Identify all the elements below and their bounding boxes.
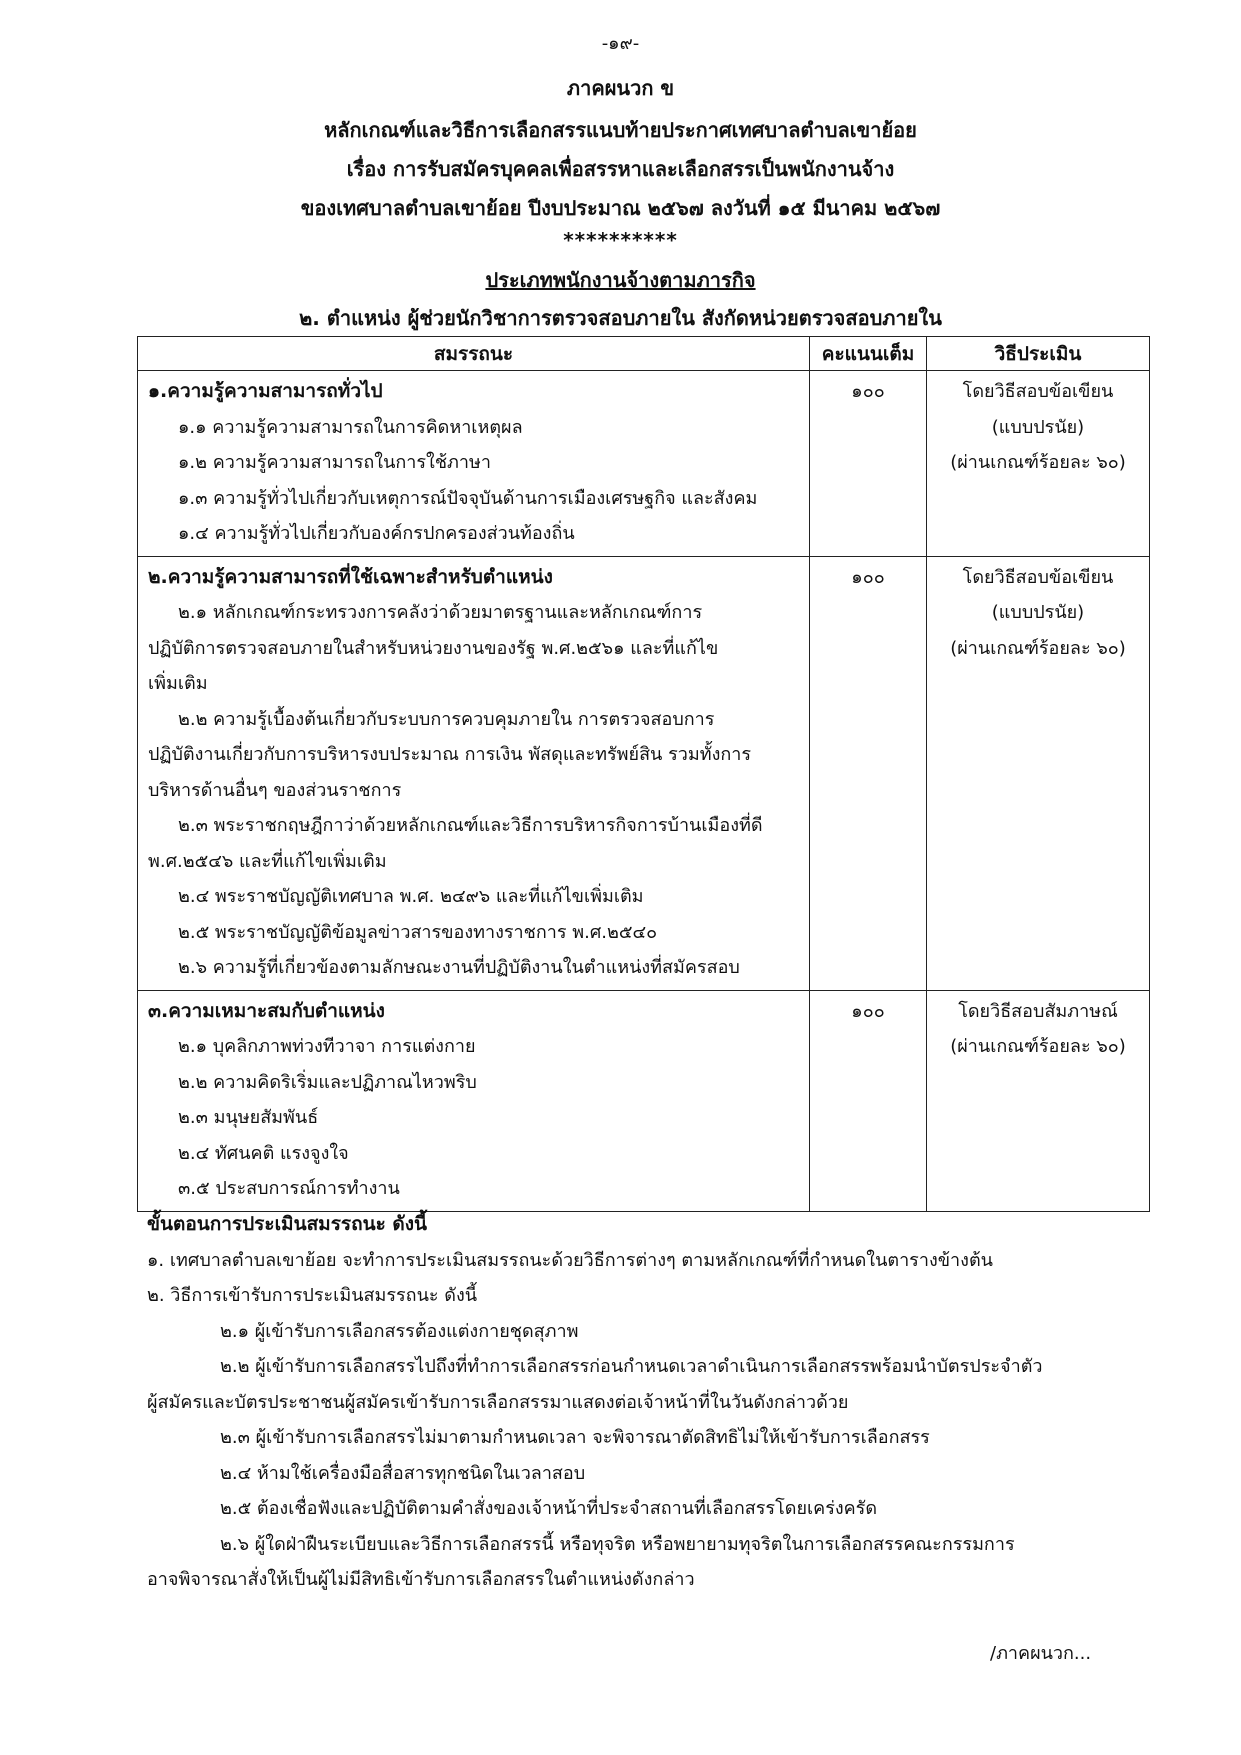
header-full-score: คะแนนเต็ม bbox=[810, 337, 927, 371]
header-method: วิธีประเมิน bbox=[927, 337, 1150, 371]
separator-stars: ********** bbox=[563, 228, 678, 252]
competency-item: ๒.๓ มนุษยสัมพันธ์ bbox=[178, 1107, 319, 1128]
competency-cell bbox=[138, 556, 810, 990]
competency-item: ปฏิบัติการตรวจสอบภายในสำหรับหน่วยงานของรัฐ พ.ศ.๒๕๖๑ และที่แก้ไข bbox=[148, 637, 719, 659]
continuation-note: /ภาคผนวก... bbox=[990, 1643, 1092, 1664]
competency-item: บริหารด้านอื่นๆ ของส่วนราชการ bbox=[148, 779, 402, 801]
step-line: ๒. วิธีการเข้ารับการประเมินสมรรถนะ ดังนี้ bbox=[147, 1285, 478, 1306]
competency-item: ๒.๓ พระราชกฤษฎีกาว่าด้วยหลักเกณฑ์และวิธีการบริหารกิจการบ้านเมืองที่ดี bbox=[178, 815, 763, 836]
category-title: ๑.ความรู้ความสามารถทั่วไป bbox=[148, 380, 383, 402]
competency-item: ๒.๑ หลักเกณฑ์กระทรวงการคลังว่าด้วยมาตรฐานและหลักเกณฑ์การ bbox=[178, 602, 703, 623]
step-line: ๒.๕ ต้องเชื่อฟังและปฏิบัติตามคำสั่งของเจ้าหน้าที่ประจำสถานที่เลือกสรรโดยเคร่งครัด bbox=[220, 1498, 878, 1519]
competency-item: ๒.๒ ความคิดริเริ่มและปฏิภาณไหวพริบ bbox=[178, 1071, 477, 1093]
employee-type-title: ประเภทพนักงานจ้างตามภารกิจ bbox=[485, 268, 756, 292]
method-line: โดยวิธีสอบสัมภาษณ์ bbox=[958, 1000, 1118, 1022]
method-line: (แบบปรนัย) bbox=[991, 416, 1085, 438]
header-line-2: หลักเกณฑ์และวิธีการเลือกสรรแนบท้ายประกาศเทศบาลตำบลเขาย้อย bbox=[324, 118, 917, 142]
competency-item: ๒.๒ ความรู้เบื้องต้นเกี่ยวกับระบบการควบคุมภายใน การตรวจสอบการ bbox=[178, 708, 715, 730]
competency-item: ๒.๖ ความรู้ที่เกี่ยวข้องตามลักษณะงานที่ปฏิบัติงานในตำแหน่งที่สมัครสอบ bbox=[178, 957, 740, 978]
method-line: (แบบปรนัย) bbox=[991, 602, 1085, 623]
competency-item: ๑.๑ ความรู้ความสามารถในการคิดหาเหตุผล bbox=[178, 416, 523, 438]
competency-item: ๑.๔ ความรู้ทั่วไปเกี่ยวกับองค์กรปกครองส่วนท้องถิ่น bbox=[178, 523, 575, 544]
method-line: (ผ่านเกณฑ์ร้อยละ ๖๐) bbox=[950, 1036, 1126, 1057]
step-line: ๒.๑ ผู้เข้ารับการเลือกสรรต้องแต่งกายชุดสุภาพ bbox=[220, 1320, 579, 1342]
competency-item: ๑.๓ ความรู้ทั่วไปเกี่ยวกับเหตุการณ์ปัจจุบันด้านการเมืองเศรษฐกิจ และสังคม bbox=[178, 487, 758, 509]
category-title: ๒.ความรู้ความสามารถที่ใช้เฉพาะสำหรับตำแหน่ง bbox=[148, 565, 553, 588]
table-header-row bbox=[138, 337, 1150, 371]
table-row bbox=[138, 556, 1150, 990]
competency-item: ๒.๕ พระราชบัญญัติข้อมูลข่าวสารของทางราชการ พ.ศ.๒๕๔๐ bbox=[178, 921, 658, 943]
competency-table bbox=[137, 336, 1150, 1212]
full-score: ๑๐๐ bbox=[810, 371, 927, 557]
competency-item: ปฏิบัติงานเกี่ยวกับการบริหารงบประมาณ การเงิน พัสดุและทรัพย์สิน รวมทั้งการ bbox=[148, 744, 752, 765]
step-line: ๑. เทศบาลตำบลเขาย้อย จะทำการประเมินสมรรถนะด้วยวิธีการต่างๆ ตามหลักเกณฑ์ที่กำหนดในตารางข้างต้น bbox=[147, 1249, 993, 1271]
competency-item: ๒.๑ บุคลิกภาพท่วงทีวาจา การแต่งกาย bbox=[178, 1036, 476, 1057]
method-line: (ผ่านเกณฑ์ร้อยละ ๖๐) bbox=[950, 637, 1126, 659]
header-competency: สมรรถนะ bbox=[138, 337, 810, 371]
assessment-method bbox=[927, 990, 1150, 1211]
page-number: -๑๙- bbox=[601, 33, 640, 54]
assessment-method bbox=[927, 371, 1150, 557]
assessment-steps bbox=[147, 1207, 1147, 1598]
step-line: อาจพิจารณาสั่งให้เป็นผู้ไม่มีสิทธิเข้ารับการเลือกสรรในตำแหน่งดังกล่าว bbox=[147, 1569, 695, 1590]
method-line: (ผ่านเกณฑ์ร้อยละ ๖๐) bbox=[950, 452, 1126, 473]
competency-cell bbox=[138, 371, 810, 557]
step-line: ๒.๔ ห้ามใช้เครื่องมือสื่อสารทุกชนิดในเวลาสอบ bbox=[220, 1462, 586, 1484]
position-title: ๒. ตำแหน่ง ผู้ช่วยนักวิชาการตรวจสอบภายใน สังกัดหน่วยตรวจสอบภายใน bbox=[299, 306, 942, 330]
table-row bbox=[138, 990, 1150, 1211]
assessment-method bbox=[927, 556, 1150, 990]
step-line: ๒.๖ ผู้ใดฝ่าฝืนระเบียบและวิธีการเลือกสรรนี้ หรือทุจริต หรือพยายามทุจริตในการเลือกสรรคณะกรรมการ bbox=[220, 1533, 1015, 1555]
step-line: ๒.๓ ผู้เข้ารับการเลือกสรรไม่มาตามกำหนดเวลา จะพิจารณาตัดสิทธิไม่ให้เข้ารับการเลือกสรร bbox=[220, 1427, 930, 1448]
competency-cell bbox=[138, 990, 810, 1211]
competency-item: ๓.๕ ประสบการณ์การทำงาน bbox=[178, 1178, 400, 1199]
full-score: ๑๐๐ bbox=[810, 556, 927, 990]
competency-item: เพิ่มเติม bbox=[148, 673, 208, 694]
method-line: โดยวิธีสอบข้อเขียน bbox=[962, 566, 1114, 588]
competency-item: ๒.๔ ทัศนคติ แรงจูงใจ bbox=[178, 1142, 349, 1164]
header-line-4: ของเทศบาลตำบลเขาย้อย ปีงบประมาณ ๒๕๖๗ ลงวันที่ ๑๕ มีนาคม ๒๕๖๗ bbox=[300, 196, 941, 220]
competency-item: ๑.๒ ความรู้ความสามารถในการใช้ภาษา bbox=[178, 452, 491, 473]
table-row bbox=[138, 371, 1150, 557]
category-title: ๓.ความเหมาะสมกับตำแหน่ง bbox=[148, 999, 385, 1022]
full-score: ๑๐๐ bbox=[810, 990, 927, 1211]
competency-item: ๒.๔ พระราชบัญญัติเทศบาล พ.ศ. ๒๔๙๖ และที่แก้ไขเพิ่มเติม bbox=[178, 886, 644, 907]
step-line: ๒.๒ ผู้เข้ารับการเลือกสรรไปถึงที่ทำการเลือกสรรก่อนกำหนดเวลาดำเนินการเลือกสรรพร้อมนำบัตรประจำตัว bbox=[220, 1356, 1043, 1377]
appendix-title: ภาคผนวก ข bbox=[566, 76, 675, 100]
method-line: โดยวิธีสอบข้อเขียน bbox=[962, 381, 1114, 402]
step-line: ผู้สมัครและบัตรประชาชนผู้สมัครเข้ารับการเลือกสรรมาแสดงต่อเจ้าหน้าที่ในวันดังกล่าวด้วย bbox=[147, 1391, 849, 1413]
steps-title: ขั้นตอนการประเมินสมรรถนะ ดังนี้ bbox=[147, 1213, 428, 1235]
header-line-3: เรื่อง การรับสมัครบุคคลเพื่อสรรหาและเลือกสรรเป็นพนักงานจ้าง bbox=[346, 157, 895, 181]
competency-item: พ.ศ.๒๕๔๖ และที่แก้ไขเพิ่มเติม bbox=[148, 850, 387, 872]
